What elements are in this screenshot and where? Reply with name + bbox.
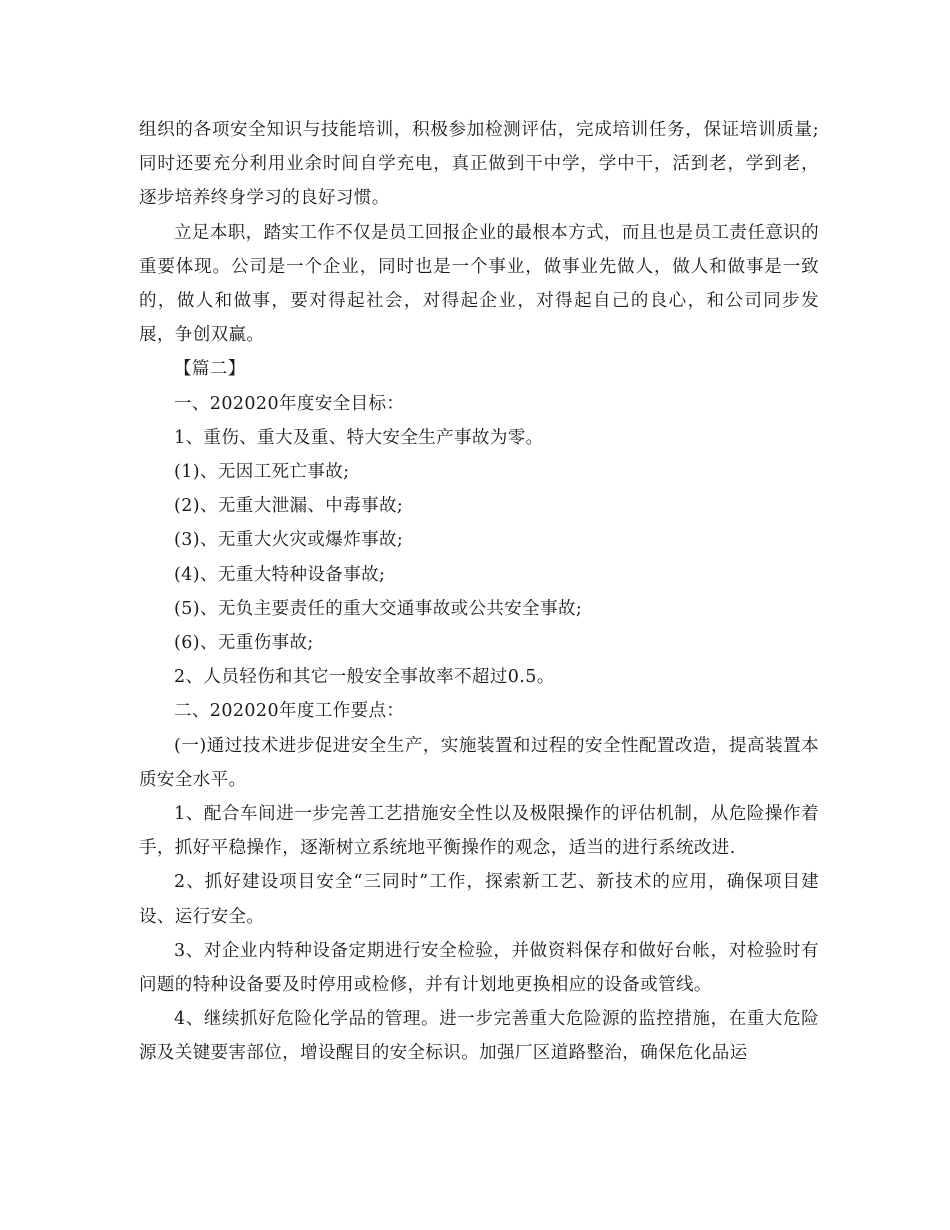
goal-subitem-4: (4)、无重大特种设备事故; [174, 564, 386, 585]
goal-subitem-6: (6)、无重伤事故; [174, 633, 314, 654]
work-point-section-1: (一)通过技术进步促进安全生产，实施装置和过程的安全性配置改造，提高装置本质安全水平。 [139, 735, 819, 790]
goal-subitem-5: (5)、无负主要责任的重大交通事故或公共安全事故; [174, 598, 583, 619]
work-point-item-2: 2、抓好建设项目安全“三同时”工作，探索新工艺、新技术的应用，确保项目建设、运行安全。 [139, 872, 819, 927]
section-heading-part-two: 【篇二】 [174, 359, 246, 380]
goal-subitem-2: (2)、无重大泄漏、中毒事故; [174, 496, 404, 517]
goal-subitem-3: (3)、无重大火灾或爆炸事故; [174, 530, 404, 551]
goal-subitem-1: (1)、无因工死亡事故; [174, 462, 350, 483]
goal-item-2: 2、人员轻伤和其它一般安全事故率不超过0.5。 [174, 667, 555, 688]
work-point-item-3: 3、对企业内特种设备定期进行安全检验，并做资料保存和做好台帐，对检验时有问题的特种设备要及时停用或检修，并有计划地更换相应的设备或管线。 [139, 940, 819, 996]
heading-annual-safety-goals: 一、202020年度安全目标： [174, 393, 405, 414]
work-point-item-1: 1、配合车间进一步完善工艺措施安全性以及极限操作的评估机制，从危险操作着手，抓好平稳操作，逐渐树立系统地平衡操作的观念，适当的进行系统改进. [139, 804, 819, 859]
document-body [139, 113, 819, 1071]
paragraph-training-continuation: 组织的各项安全知识与技能培训，积极参加检测评估，完成培训任务，保证培训质量;同时还要充分利用业余时间自学充电，真正做到干中学，学中干，活到老，学到老，逐步培养终身学习的良好习惯。 [139, 120, 819, 209]
paragraph-standing-firm: 立足本职，踏实工作不仅是员工回报企业的最根本方式，而且也是员工责任意识的重要体现。公司是一个企业，同时也是一个事业，做事业先做人，做人和做事是一致的，做人和做事，要对得起社会，对得起企业，对得起自己的良心，和公司同步发展，争创双赢。 [139, 222, 819, 346]
work-point-item-4: 4、继续抓好危险化学品的管理。进一步完善重大危险源的监控措施，在重大危险源及关键要害部位，增设醒目的安全标识。加强厂区道路整治，确保危化品运 [139, 1009, 819, 1064]
goal-item-1: 1、重伤、重大及重、特大安全生产事故为零。 [174, 427, 544, 448]
heading-annual-work-points: 二、202020年度工作要点： [174, 701, 405, 722]
